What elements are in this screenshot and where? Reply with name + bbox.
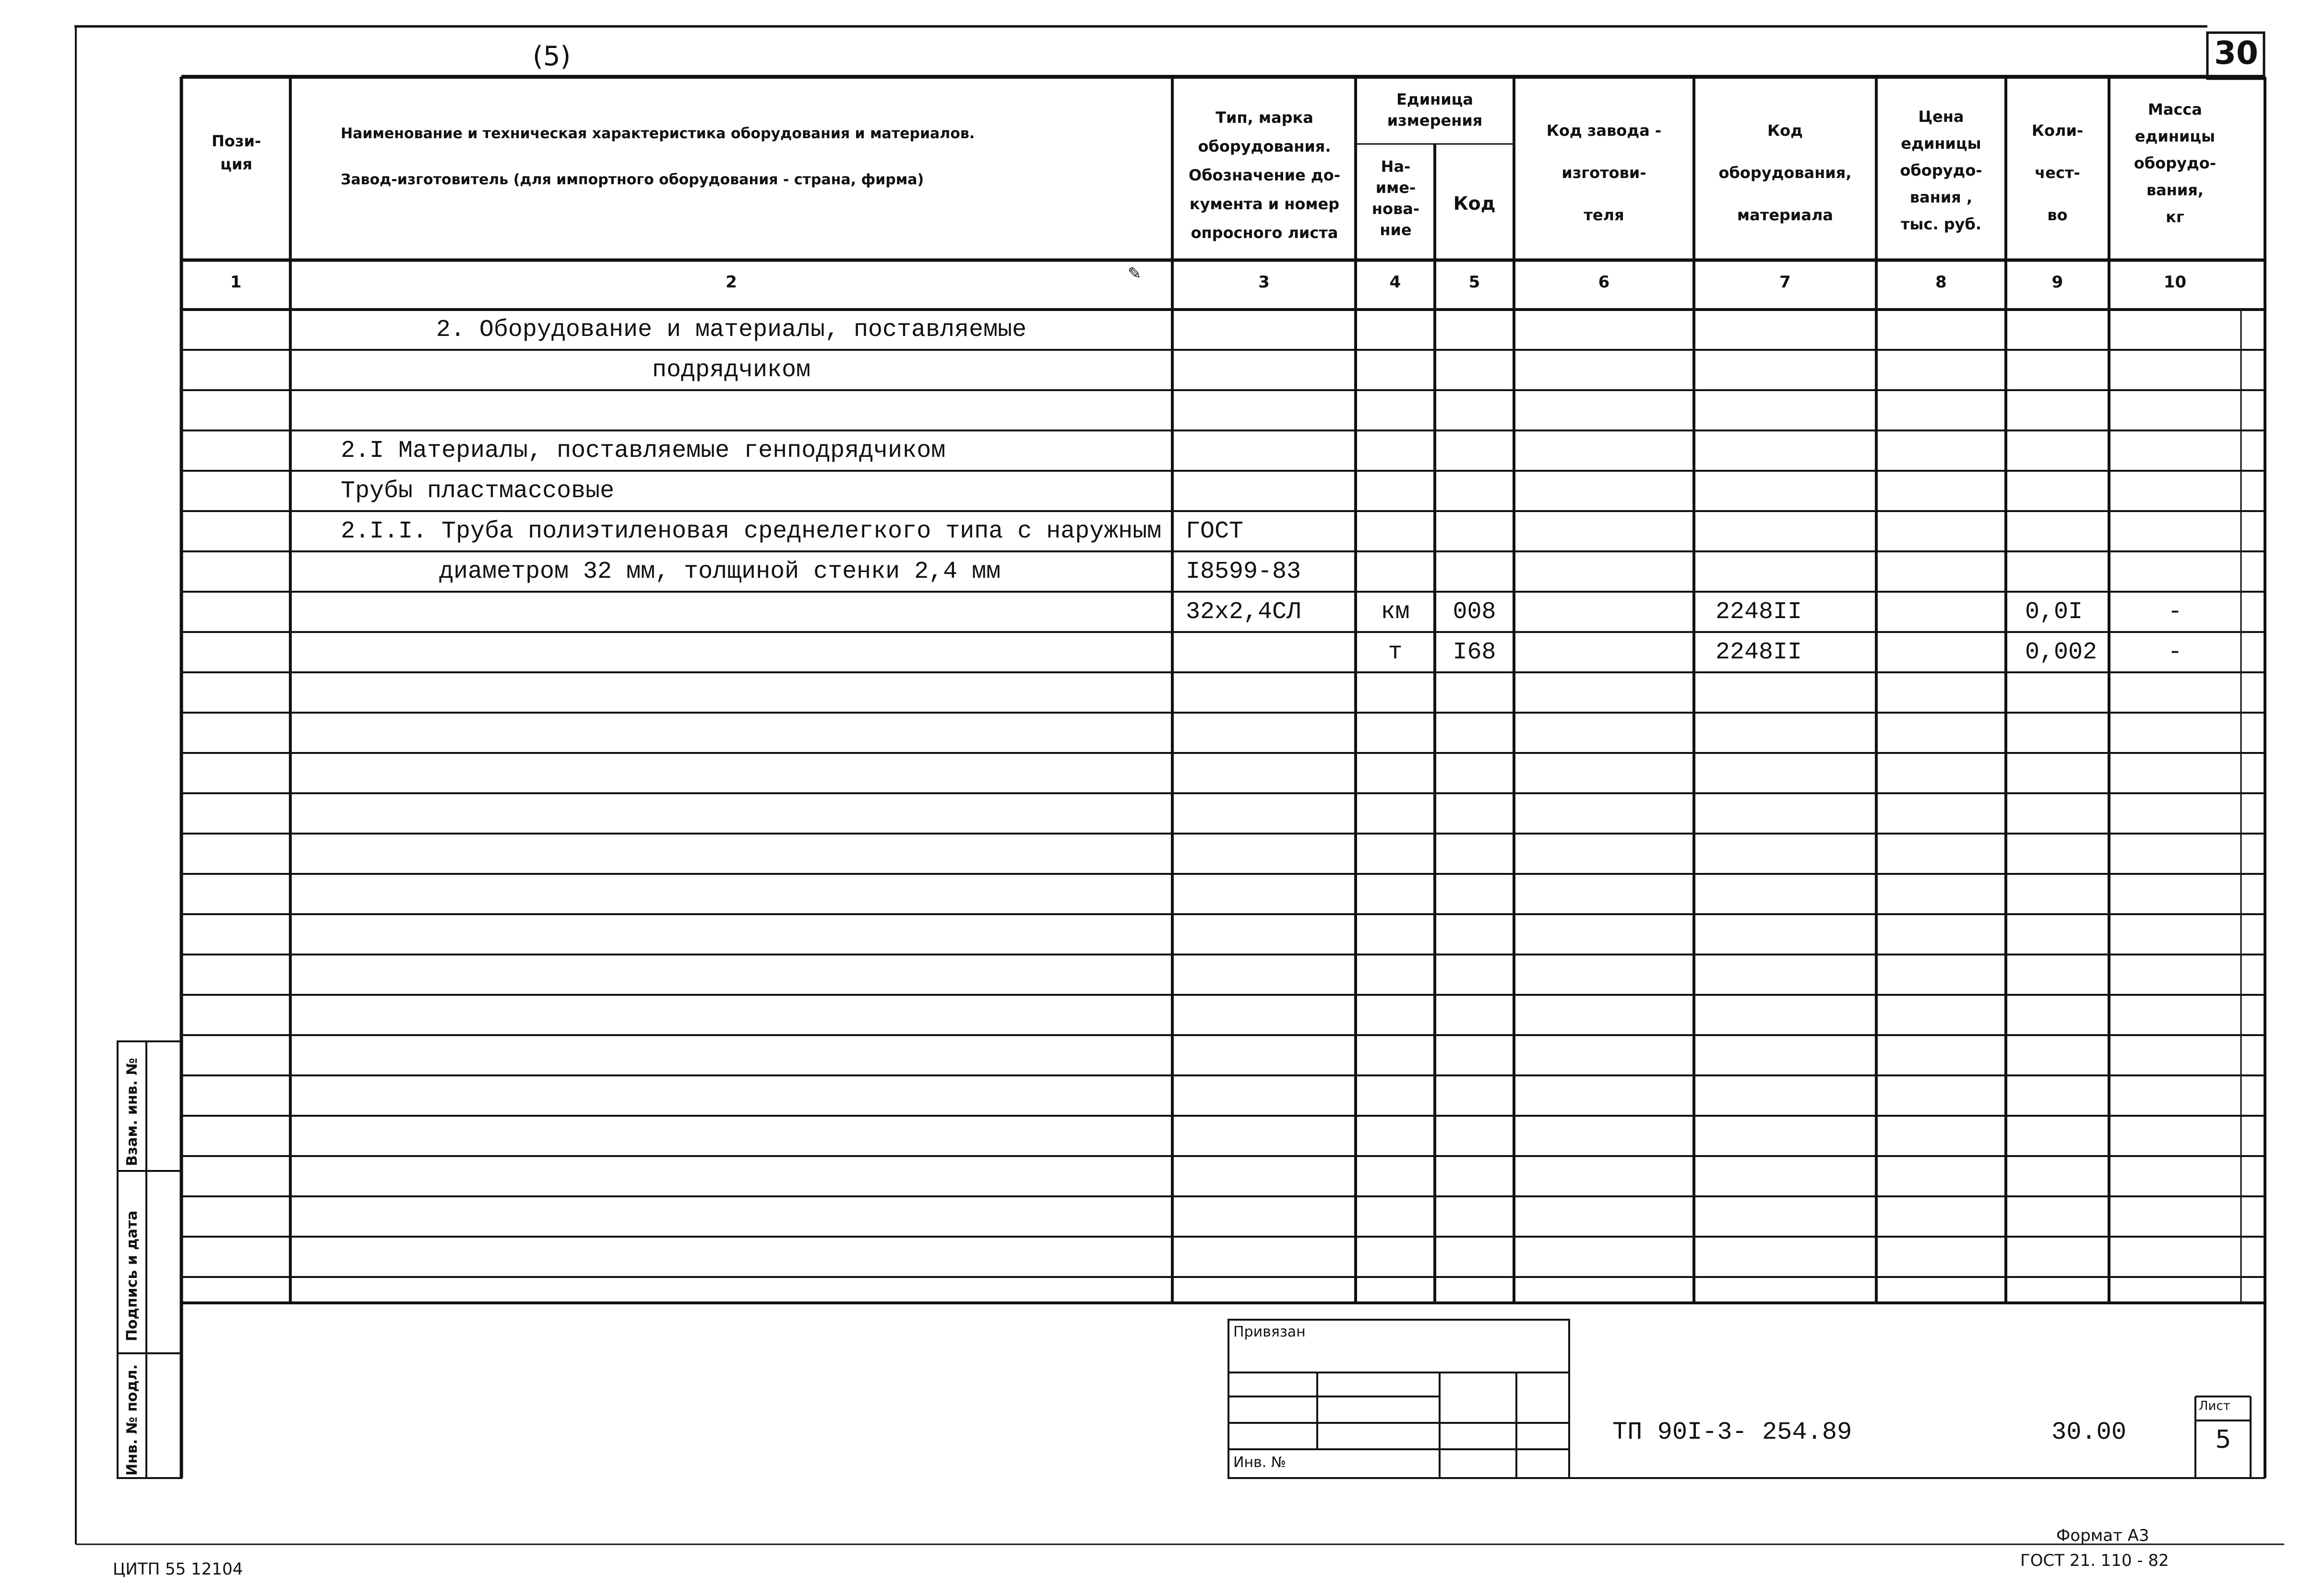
cell-col7: 2248II bbox=[1716, 598, 1802, 626]
header-unit-name: На- име- нова- ние bbox=[1371, 157, 1420, 239]
cell-col5: I68 bbox=[1453, 639, 1496, 666]
header-type: Тип, марка оборудования. Обозначение до- кумента и номер опросного листа bbox=[1189, 108, 1340, 242]
column-number: 9 bbox=[2051, 273, 2063, 292]
cell-col9: 0,0I bbox=[2025, 598, 2083, 626]
cell-col4: км bbox=[1381, 598, 1410, 626]
sheet-label: Лист bbox=[2199, 1399, 2230, 1413]
header-manufacturer-code: Код завода - изготови- теля bbox=[1546, 121, 1662, 224]
title-inv-no: Инв. № bbox=[1233, 1454, 1287, 1471]
header-quantity: Коли- чест- во bbox=[2031, 121, 2084, 224]
column-number: 1 bbox=[230, 273, 242, 292]
section-code: 30.00 bbox=[2051, 1418, 2127, 1446]
cell-col3: 32х2,4СЛ bbox=[1186, 598, 1301, 626]
cell-name: 2.I.I. Труба полиэтиленовая среднелегкого типа с наружным bbox=[341, 518, 1162, 545]
cell-name: 2. Оборудование и материалы, поставляемые bbox=[436, 316, 1027, 344]
column-number: 3 bbox=[1258, 273, 1270, 292]
column-number: 6 bbox=[1598, 273, 1610, 292]
header-price: Цена единицы оборудо- вания , тыс. руб. bbox=[1900, 107, 1982, 233]
cell-col5: 008 bbox=[1453, 598, 1496, 626]
cell-col9: 0,002 bbox=[2025, 639, 2098, 666]
cell-col10: - bbox=[2168, 639, 2182, 666]
sheet-number: 5 bbox=[2215, 1425, 2231, 1454]
column-number: 10 bbox=[2163, 273, 2187, 292]
footer-standard: ГОСТ 21. 110 - 82 bbox=[2020, 1551, 2169, 1570]
cell-col10: - bbox=[2168, 598, 2182, 626]
column-number: 4 bbox=[1389, 273, 1401, 292]
cell-name: диаметром 32 мм, толщиной стенки 2,4 мм bbox=[439, 558, 1001, 585]
title-privyazan: Привязан bbox=[1233, 1324, 1306, 1340]
column-number: 5 bbox=[1468, 273, 1480, 292]
cell-col3: ГОСТ bbox=[1186, 518, 1244, 545]
header-name: Наименование и техническая характеристика оборудования и материалов. Завод-изготовитель (для импортного оборудования - страна, фирма) bbox=[341, 125, 975, 188]
corner-sheet-number: 30 bbox=[2214, 35, 2258, 72]
header-equipment-code: Код оборудования, материала bbox=[1718, 121, 1852, 224]
cell-name: Трубы пластмассовые bbox=[341, 477, 615, 505]
cell-col3: I8599-83 bbox=[1186, 558, 1301, 585]
document-code: ТП 90I-3- 254.89 bbox=[1612, 1418, 1852, 1446]
stamp-inv-podl: Инв. № подл. bbox=[124, 1364, 141, 1476]
footer-print-code: ЦИТП 55 12104 bbox=[113, 1560, 243, 1579]
stamp-signature-date: Подпись и дата bbox=[124, 1210, 141, 1341]
header-unit-code: Код bbox=[1453, 193, 1496, 214]
header-position: Пози- ция bbox=[211, 132, 262, 173]
cell-col4: т bbox=[1388, 639, 1403, 666]
column-number: 2 bbox=[726, 273, 737, 292]
page-top-label: (5) bbox=[533, 41, 571, 72]
cell-name: подрядчиком bbox=[652, 357, 811, 384]
column-number: 7 bbox=[1779, 273, 1791, 292]
pencil-mark: ✎ bbox=[1128, 264, 1142, 283]
stamp-vzam-inv: Взам. инв. № bbox=[124, 1058, 141, 1166]
cell-col7: 2248II bbox=[1716, 639, 1802, 666]
header-mass: Масса единицы оборудо- вания, кг bbox=[2133, 100, 2217, 226]
column-number: 8 bbox=[1935, 273, 1947, 292]
footer-format: Формат А3 bbox=[2056, 1526, 2149, 1545]
header-unit-group: Единица измерения bbox=[1387, 90, 1483, 130]
cell-name: 2.I Материалы, поставляемые генподрядчиком bbox=[341, 437, 946, 465]
